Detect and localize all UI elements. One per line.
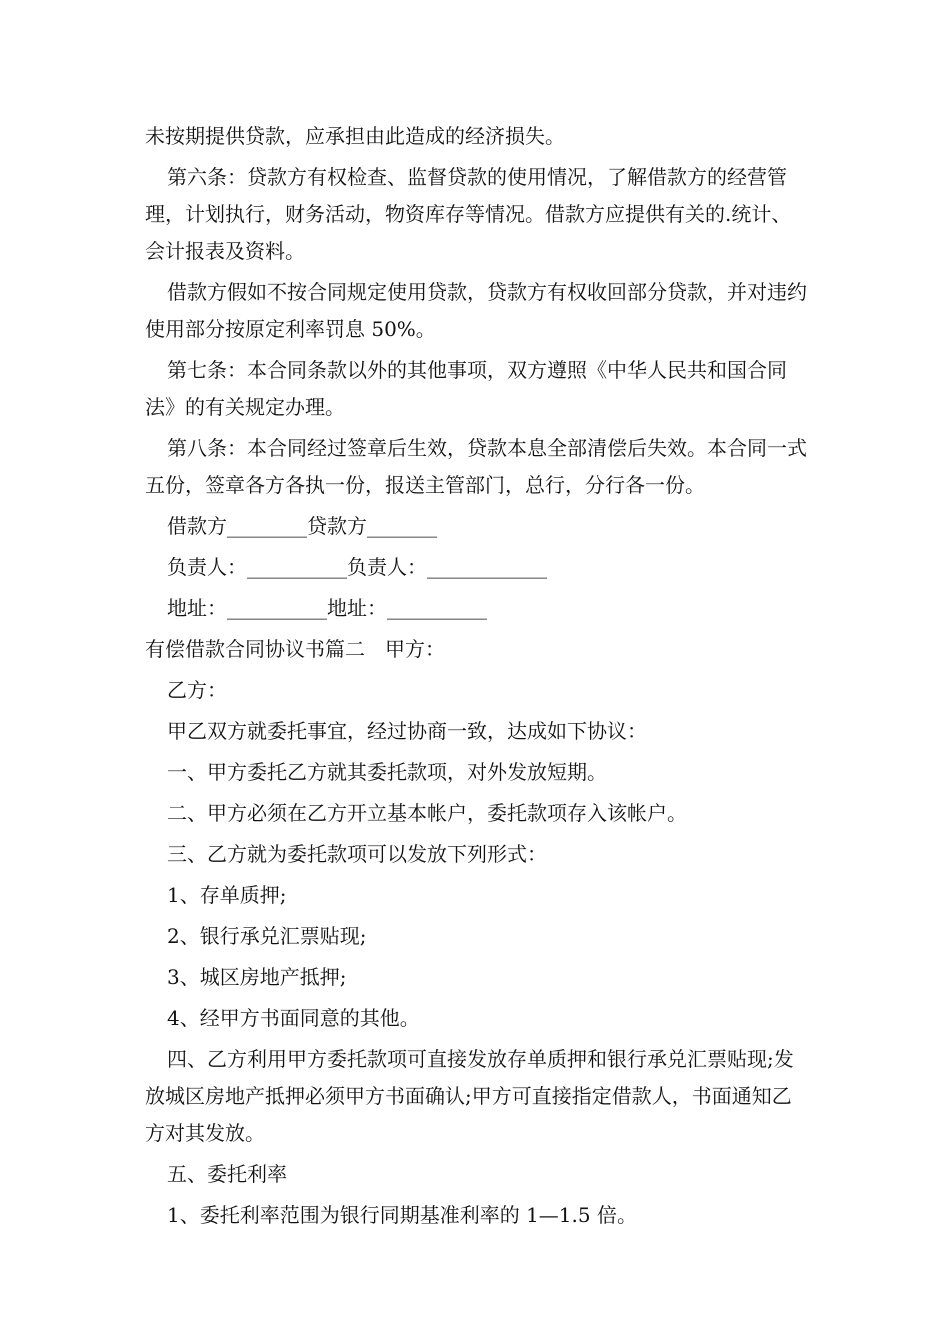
list-item-4: 4、经甲方书面同意的其他。 <box>167 1006 420 1030</box>
paragraph-agreement-intro: 甲乙双方就委托事宜，经过协商一致，达成如下协议： <box>167 719 647 743</box>
clause-5: 五、委托利率 <box>167 1162 287 1186</box>
clause-4: 四、乙方利用甲方委托款项可直接发放存单质押和银行承兑汇票贴现;发放城区房地产抵押必须甲方书面确认;甲方可直接指定借款人，书面通知乙方对其发放。 <box>145 1047 794 1145</box>
paragraph-0: 未按期提供贷款，应承担由此造成的经济损失。 <box>145 124 565 148</box>
section-heading-part-2: 有偿借款合同协议书篇二 甲方： <box>145 637 445 661</box>
clause-2: 二、甲方必须在乙方开立基本帐户，委托款项存入该帐户。 <box>167 801 687 825</box>
paragraph-article-7: 第七条：本合同条款以外的其他事项，双方遵照《中华人民共和国合同法》的有关规定办理。 <box>145 358 787 419</box>
list-item-3: 3、城区房地产抵押; <box>167 965 347 989</box>
paragraph-penalty: 借款方假如不按合同规定使用贷款，贷款方有权收回部分贷款，并对违约使用部分按原定利率罚息 50%。 <box>145 280 807 341</box>
list-item-2: 2、银行承兑汇票贴现; <box>167 924 367 948</box>
paragraph-article-8: 第八条：本合同经过签章后生效，贷款本息全部清偿后失效。本合同一式五份，签章各方各执一份，报送主管部门，总行，分行各一份。 <box>145 436 807 497</box>
clause-3: 三、乙方就为委托款项可以发放下列形式： <box>167 842 547 866</box>
clause-1: 一、甲方委托乙方就其委托款项，对外发放短期。 <box>167 760 607 784</box>
list-item-1: 1、存单质押; <box>167 883 287 907</box>
party-b-line: 乙方： <box>167 678 227 702</box>
clause-5-item-1: 1、委托利率范围为银行同期基准利率的 1—1.5 倍。 <box>167 1203 637 1227</box>
paragraph-article-6: 第六条：贷款方有权检查、监督贷款的使用情况，了解借款方的经营管理，计划执行，财务活动，物资库存等情况。借款方应提供有关的.统计、会计报表及资料。 <box>145 165 792 263</box>
signature-responsible-line: 负责人：__________负责人：____________ <box>167 555 547 579</box>
signature-parties-line: 借款方________贷款方_______ <box>167 514 437 538</box>
signature-address-line: 地址：__________地址：__________ <box>167 596 487 620</box>
